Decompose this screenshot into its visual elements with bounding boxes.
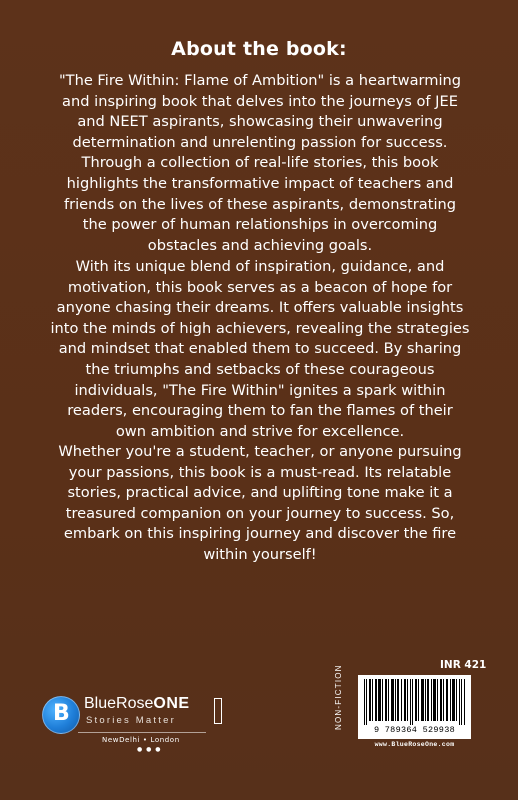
logo-divider: [78, 732, 206, 733]
description-paragraph-2: With its unique blend of inspiration, guidance, and motivation, this book serves as a beacon of hope for anyone chasing their dreams. It offers valuable insights into the minds of high achievers, revealing the strategies and mindset that enabled them to succeed. By sharing the triumphs and setbacks of these courageous individuals, "The Fire Within" ignites a spark within readers, encouraging them to fan the flames of their own ambition and strive for excellence.: [50, 258, 470, 440]
publisher-logo-icon: [42, 696, 80, 734]
publisher-logo: [42, 690, 232, 753]
brand-name: BlueRose: [84, 695, 154, 712]
publisher-brand: [84, 695, 190, 713]
description-paragraph-3: Whether you're a student, teacher, or anyone pursuing your passions, this book is a must-read. Its relatable stories, practical advice, and uplifting tone make it a treasured companion on your journey to success. So, embark on this inspiring journey and discover the fire within yourself!: [58, 443, 462, 563]
price-label: INR 421: [440, 659, 487, 671]
isbn-number: 9 789364 529938: [373, 725, 455, 735]
publisher-tagline: Stories Matter: [86, 715, 176, 726]
publisher-website: www.BlueRoseOne.com: [374, 741, 455, 748]
publisher-cities: NewDelhi • London: [102, 736, 180, 744]
brand-suffix: ONE: [153, 695, 190, 712]
genre-label: NON-FICTION: [334, 664, 343, 730]
barcode: [358, 675, 471, 739]
since-badge-icon: [214, 698, 222, 724]
about-heading: About the book:: [171, 38, 347, 60]
barcode-bars-icon: [364, 679, 465, 725]
description-paragraph-1: "The Fire Within: Flame of Ambition" is a heartwarming and inspiring book that delves into the journeys of JEE and NEET aspirants, showcasing their unwavering determination and unrelenting passion for success. Through a collection of real-life stories, this book highlights the transformative impact of teachers and friends on the lives of these aspirants, demonstrating the power of human relationships in overcoming obstacles and achieving goals.: [58, 72, 462, 254]
logo-letter: B: [53, 701, 70, 726]
social-icons: ● ● ●: [137, 746, 162, 753]
